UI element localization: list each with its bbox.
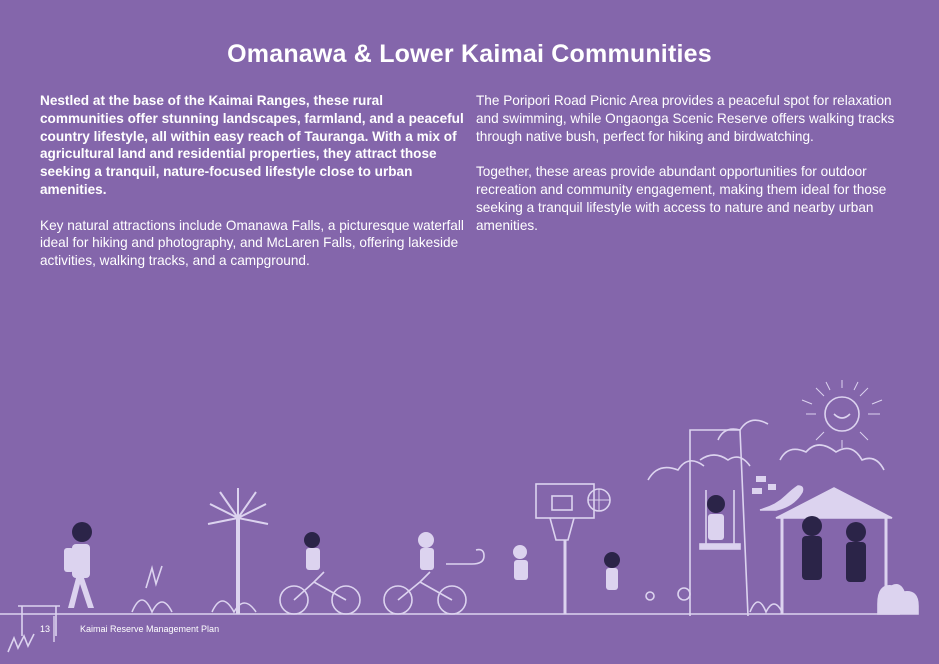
cyclist-body [306,548,320,570]
cyclist-head [304,532,320,548]
hiker-head [72,522,92,542]
child-head [604,552,620,568]
bird-icon [760,486,803,510]
hiker-body [72,544,90,578]
grass-tuft [8,634,34,652]
backboard [536,484,594,518]
hoop-net [550,518,574,540]
tree-canopy [648,455,750,480]
swing-child-body [708,514,724,540]
sun-icon [802,380,882,448]
child-body [606,568,618,590]
shrub [132,600,172,612]
left-column [40,92,465,288]
cyclist-head [418,532,434,548]
person-body [802,536,822,580]
swing-child-head [707,495,725,513]
dog-icon [878,585,918,614]
lead-paragraph: Nestled at the base of the Kaimai Ranges, these rural communities offer stunning landscapes, farmland, and a peaceful country lifestyle, all within easy reach of Tauranga. With a mix of agricultural land and residential properties, they attract those seeking a tranquil, nature-focused lifestyle close to urban amenities. [40,93,464,197]
attractions-paragraph: Key natural attractions include Omanawa Falls, a picturesque waterfall ideal for hiking and photography, and McLaren Falls, offering lakeside activities, walking tracks, and a campground. [40,217,464,269]
community-illustration [0,380,939,664]
shrub [750,602,782,612]
person-head [846,522,866,542]
page-footer [40,624,219,634]
palm-tree [208,488,268,614]
swing-seat [700,544,740,549]
person-body [846,542,866,582]
page-title: Omanawa & Lower Kaimai Communities [227,40,712,68]
backpack [64,548,74,572]
cyclist-body [420,548,434,570]
hiker-legs [68,578,94,608]
child-head [513,545,527,559]
bicycle-icon [280,572,360,614]
shrub [212,601,256,612]
summary-paragraph: Together, these areas provide abundant opportunities for outdoor recreation and community engagement, making them ideal for those seeking a tranquil lifestyle with access to nature and nearby urban amenities. [476,164,887,233]
right-column [476,92,906,252]
picnic-paragraph: The Poripori Road Picnic Area provides a peaceful spot for relaxation and swimming, while Ongaonga Scenic Reserve offers walking tracks through native bush, perfect for hiking and birdwatching. [476,93,895,144]
document-name: Kaimai Reserve Management Plan [80,624,220,634]
person-head [802,516,822,536]
wind-swirl [446,550,484,564]
child-body [514,560,528,580]
cloud-outline [780,445,884,470]
page-number: 13 [40,624,51,634]
grass-tuft [146,566,162,588]
bicycle-icon [384,572,466,614]
